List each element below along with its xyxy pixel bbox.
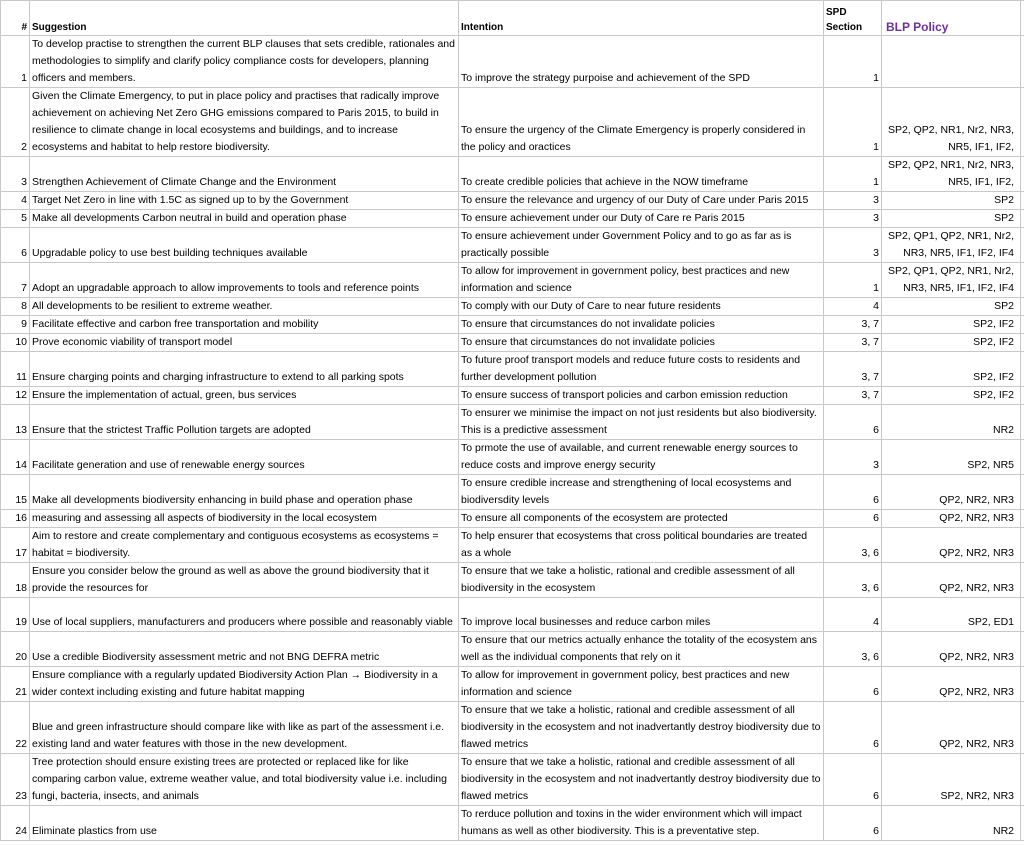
suggestion-cell[interactable]: Upgradable policy to use best building techniques available [30,228,459,263]
extra-cell[interactable] [1021,298,1024,316]
blp-policy-cell[interactable]: SP2, IF2 [882,316,1021,334]
table-row [1,263,1024,298]
table-row [1,667,1024,702]
spd-section-cell[interactable]: 3 [824,228,882,263]
blp-policy-cell[interactable]: SP2, IF2 [882,387,1021,405]
header-extra-cell[interactable] [1021,1,1024,36]
row-number-cell[interactable]: 14 [1,440,30,475]
blp-policy-cell[interactable]: QP2, NR2, NR3 [882,702,1021,754]
table-row [1,88,1024,157]
spd-section-cell[interactable]: 4 [824,298,882,316]
table-row [1,806,1024,841]
extra-cell[interactable] [1021,352,1024,387]
header-row [1,1,1024,36]
blp-policy-cell[interactable]: SP2, QP1, QP2, NR1, Nr2, NR3, NR5, IF1, IF2, IF4 [882,228,1021,263]
table-row [1,316,1024,334]
suggestion-cell[interactable]: Make all developments Carbon neutral in build and operation phase [30,210,459,228]
extra-cell[interactable] [1021,228,1024,263]
intention-cell[interactable]: To future proof transport models and reduce future costs to residents and further development pollution [459,352,824,387]
intention-cell[interactable]: To prmote the use of available, and current renewable energy sources to reduce costs and improve energy security [459,440,824,475]
table-row [1,157,1024,192]
blp-policy-cell[interactable]: SP2, NR5 [882,440,1021,475]
blp-policy-cell[interactable]: QP2, NR2, NR3 [882,528,1021,563]
extra-cell[interactable] [1021,632,1024,667]
intention-cell[interactable]: To allow for improvement in government policy, best practices and new information and science [459,667,824,702]
spd-section-cell[interactable]: 6 [824,754,882,806]
spd-section-cell[interactable]: 3, 7 [824,316,882,334]
intention-cell[interactable]: To ensure the relevance and urgency of our Duty of Care under Paris 2015 [459,192,824,210]
header-num[interactable]: # [1,1,30,36]
intention-cell[interactable]: To ensure that we take a holistic, rational and credible assessment of all biodiversity in the ecosystem [459,563,824,598]
intention-cell[interactable]: To rerduce pollution and toxins in the wider environment which will impact humans as well as other biodiversity. This is a preventative step. [459,806,824,841]
table-row [1,528,1024,563]
intention-cell[interactable]: To improve local businesses and reduce carbon miles [459,598,824,632]
blp-policy-cell[interactable]: QP2, NR2, NR3 [882,563,1021,598]
suggestion-cell[interactable]: Make all developments biodiversity enhancing in build phase and operation phase [30,475,459,510]
blp-policy-cell[interactable]: NR2 [882,405,1021,440]
suggestion-cell[interactable]: Adopt an upgradable approach to allow improvements to tools and reference points [30,263,459,298]
blp-policy-cell[interactable]: SP2, IF2 [882,334,1021,352]
table-row [1,510,1024,528]
blp-policy-cell[interactable]: QP2, NR2, NR3 [882,667,1021,702]
row-number-cell[interactable]: 19 [1,598,30,632]
row-number-cell[interactable]: 13 [1,405,30,440]
header-suggestion[interactable]: Suggestion [30,1,459,36]
extra-cell[interactable] [1021,192,1024,210]
intention-cell[interactable]: To improve the strategy purpoise and achievement of the SPD [459,36,824,88]
spd-section-cell[interactable]: 4 [824,598,882,632]
row-number-cell[interactable]: 6 [1,228,30,263]
row-number-cell[interactable]: 7 [1,263,30,298]
intention-cell[interactable]: To ensure achievement under Government Policy and to go as far as is practically possible [459,228,824,263]
blp-policy-cell[interactable]: SP2, QP1, QP2, NR1, Nr2, NR3, NR5, IF1, IF2, IF4 [882,263,1021,298]
blp-policy-cell[interactable]: QP2, NR2, NR3 [882,475,1021,510]
spd-section-cell[interactable]: 1 [824,263,882,298]
row-number-cell[interactable]: 11 [1,352,30,387]
table-row [1,563,1024,598]
suggestion-cell[interactable]: measuring and assessing all aspects of biodiversity in the local ecosystem [30,510,459,528]
intention-cell[interactable]: To ensure the urgency of the Climate Emergency is properly considered in the policy and oractices [459,88,824,157]
table-row [1,352,1024,387]
row-number-cell[interactable]: 15 [1,475,30,510]
suggestion-cell[interactable]: Target Net Zero in line with 1.5C as signed up to by the Government [30,192,459,210]
row-number-cell[interactable]: 1 [1,36,30,88]
spd-section-cell[interactable]: 3 [824,440,882,475]
intention-cell[interactable]: To ensure that we take a holistic, rational and credible assessment of all biodiversity in the ecosystem and not inadvertantly destroy biodiversity due to flawed metrics [459,702,824,754]
suggestion-cell[interactable]: Prove economic viability of transport model [30,334,459,352]
extra-cell[interactable] [1021,563,1024,598]
suggestion-cell[interactable]: Facilitate effective and carbon free transportation and mobility [30,316,459,334]
extra-cell[interactable] [1021,806,1024,841]
extra-cell[interactable] [1021,334,1024,352]
table-row [1,702,1024,754]
header-spd-section[interactable]: SPD Section [824,1,882,36]
row-number-cell[interactable]: 22 [1,702,30,754]
blp-policy-cell[interactable]: QP2, NR2, NR3 [882,632,1021,667]
suggestion-cell[interactable]: Ensure the implementation of actual, green, bus services [30,387,459,405]
row-number-cell[interactable]: 5 [1,210,30,228]
spd-section-cell[interactable]: 3, 7 [824,387,882,405]
intention-cell[interactable]: To ensure that circumstances do not invalidate policies [459,316,824,334]
suggestion-cell[interactable]: Tree protection should ensure existing trees are protected or replaced like for like comparing carbon value, extreme weather value, and total biodiversity value i.e. including fungi, bacteria, insects, and animals [30,754,459,806]
row-number-cell[interactable]: 2 [1,88,30,157]
table-row [1,598,1024,632]
spd-section-cell[interactable]: 6 [824,702,882,754]
blp-policy-cell[interactable] [882,36,1021,88]
suggestion-cell[interactable]: Aim to restore and create complementary and contiguous ecosystems as ecosystems = habitat = biodiversity. [30,528,459,563]
extra-cell[interactable] [1021,387,1024,405]
extra-cell[interactable] [1021,475,1024,510]
blp-policy-cell[interactable]: SP2, QP2, NR1, Nr2, NR3, NR5, IF1, IF2, [882,157,1021,192]
spd-section-cell[interactable]: 3, 6 [824,563,882,598]
row-number-cell[interactable]: 16 [1,510,30,528]
suggestion-cell[interactable]: Ensure compliance with a regularly updated Biodiversity Action Plan → Biodiversity in a wider context including existing and future habitat mapping [30,667,459,702]
intention-cell[interactable]: To allow for improvement in government policy, best practices and new information and science [459,263,824,298]
table-row [1,440,1024,475]
row-number-cell[interactable]: 17 [1,528,30,563]
table-row [1,210,1024,228]
intention-cell[interactable]: To ensurer we minimise the impact on not just residents but also biodiversity. This is a predictive assessment [459,405,824,440]
table-row [1,754,1024,806]
table-row [1,475,1024,510]
row-number-cell[interactable]: 23 [1,754,30,806]
extra-cell[interactable] [1021,316,1024,334]
extra-cell[interactable] [1021,405,1024,440]
row-number-cell[interactable]: 24 [1,806,30,841]
suggestion-cell[interactable]: Ensure you consider below the ground as well as above the ground biodiversity that it provide the resources for [30,563,459,598]
intention-cell[interactable]: To help ensurer that ecosystems that cross political boundaries are treated as a whole [459,528,824,563]
extra-cell[interactable] [1021,528,1024,563]
table-row [1,405,1024,440]
header-intention[interactable]: Intention [459,1,824,36]
intention-cell[interactable]: To ensure all components of the ecosystem are protected [459,510,824,528]
spd-section-cell[interactable]: 3, 6 [824,528,882,563]
extra-cell[interactable] [1021,88,1024,157]
row-number-cell[interactable]: 8 [1,298,30,316]
intention-cell[interactable]: To ensure success of transport policies and carbon emission reduction [459,387,824,405]
suggestion-cell[interactable]: All developments to be resilient to extreme weather. [30,298,459,316]
table-row [1,334,1024,352]
spd-section-cell[interactable]: 3, 7 [824,352,882,387]
blp-policy-cell[interactable]: NR2 [882,806,1021,841]
extra-cell[interactable] [1021,210,1024,228]
spd-section-cell[interactable]: 6 [824,510,882,528]
suggestion-cell[interactable]: Blue and green infrastructure should compare like with like as part of the assessment i.e. existing land and water features with those in the new development. [30,702,459,754]
extra-cell[interactable] [1021,36,1024,88]
intention-cell[interactable]: To ensure that circumstances do not invalidate policies [459,334,824,352]
suggestion-cell[interactable]: To develop practise to strengthen the current BLP clauses that sets credible, rationales and methodologies to simplify and clarify policy compliance costs for developers, planning officers and members. [30,36,459,88]
extra-cell[interactable] [1021,667,1024,702]
suggestion-cell[interactable]: Eliminate plastics from use [30,806,459,841]
intention-cell[interactable]: To ensure that we take a holistic, rational and credible assessment of all biodiversity in the ecosystem and not inadvertantly destroy biodiversity due to flawed metrics [459,754,824,806]
suggestion-cell[interactable]: Use a credible Biodiversity assessment metric and not BNG DEFRA metric [30,632,459,667]
extra-cell[interactable] [1021,598,1024,632]
blp-policy-cell[interactable]: SP2, IF2 [882,352,1021,387]
table-row [1,387,1024,405]
spd-section-cell[interactable]: 1 [824,36,882,88]
suggestion-cell[interactable]: Facilitate generation and use of renewable energy sources [30,440,459,475]
spd-section-cell[interactable]: 1 [824,157,882,192]
table-row [1,228,1024,263]
table-row [1,36,1024,88]
spd-section-cell[interactable]: 3 [824,210,882,228]
extra-cell[interactable] [1021,263,1024,298]
intention-cell[interactable]: To ensure achievement under our Duty of Care re Paris 2015 [459,210,824,228]
table-row [1,298,1024,316]
blp-policy-cell[interactable]: SP2 [882,298,1021,316]
table-row [1,632,1024,667]
suggestion-cell[interactable]: Given the Climate Emergency, to put in place policy and practises that radically improve achievement on achieving Net Zero GHG emissions compared to Paris 2015, to build in resilience to climate change in local ecosystems and buildings, and to increase ecosystems and habitat to help restore biodiversity. [30,88,459,157]
row-number-cell[interactable]: 21 [1,667,30,702]
spd-section-cell[interactable]: 6 [824,667,882,702]
intention-cell[interactable]: To ensure credible increase and strengthening of local ecosystems and biodiversdity levels [459,475,824,510]
blp-policy-cell[interactable]: QP2, NR2, NR3 [882,510,1021,528]
spd-section-cell[interactable]: 6 [824,806,882,841]
intention-cell[interactable]: To ensure that our metrics actually enhance the totality of the ecosystem ans well as the individual components that rely on it [459,632,824,667]
intention-cell[interactable]: To comply with our Duty of Care to near future residents [459,298,824,316]
spd-section-cell[interactable]: 3, 6 [824,632,882,667]
blp-policy-cell[interactable]: SP2, QP2, NR1, Nr2, NR3, NR5, IF1, IF2, [882,88,1021,157]
row-number-cell[interactable]: 18 [1,563,30,598]
suggestion-cell[interactable]: Strengthen Achievement of Climate Change and the Environment [30,157,459,192]
row-number-cell[interactable]: 9 [1,316,30,334]
row-number-cell[interactable]: 12 [1,387,30,405]
extra-cell[interactable] [1021,754,1024,806]
blp-policy-cell[interactable]: SP2, NR2, NR3 [882,754,1021,806]
spd-section-cell[interactable]: 3, 7 [824,334,882,352]
blp-policy-cell[interactable]: SP2, ED1 [882,598,1021,632]
blp-policy-cell[interactable]: SP2 [882,210,1021,228]
extra-cell[interactable] [1021,157,1024,192]
extra-cell[interactable] [1021,440,1024,475]
spd-section-cell[interactable]: 1 [824,88,882,157]
row-number-cell[interactable]: 4 [1,192,30,210]
row-number-cell[interactable]: 20 [1,632,30,667]
extra-cell[interactable] [1021,510,1024,528]
suggestion-cell[interactable]: Ensure charging points and charging infrastructure to extend to all parking spots [30,352,459,387]
spd-section-cell[interactable]: 6 [824,405,882,440]
spd-section-cell[interactable]: 6 [824,475,882,510]
row-number-cell[interactable]: 3 [1,157,30,192]
table-row [1,192,1024,210]
suggestion-cell[interactable]: Ensure that the strictest Traffic Pollution targets are adopted [30,405,459,440]
blp-policy-cell[interactable]: SP2 [882,192,1021,210]
header-blp-policy[interactable]: BLP Policy [882,1,1021,36]
intention-cell[interactable]: To create credible policies that achieve in the NOW timeframe [459,157,824,192]
row-number-cell[interactable]: 10 [1,334,30,352]
spd-section-cell[interactable]: 3 [824,192,882,210]
suggestion-cell[interactable]: Use of local suppliers, manufacturers and producers where possible and reasonably viable [30,598,459,632]
extra-cell[interactable] [1021,702,1024,754]
